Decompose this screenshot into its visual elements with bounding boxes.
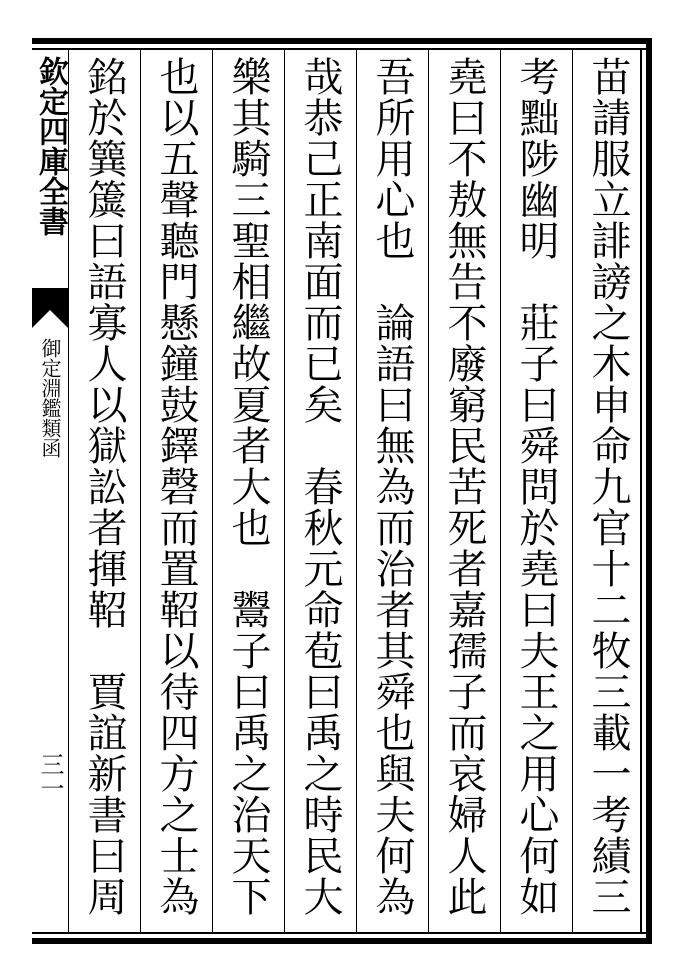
- frame-inner-top-line: [32, 48, 646, 50]
- frame-inner-right-line: [640, 48, 642, 934]
- column-divider: [68, 50, 69, 932]
- margin-book-title: 欽定四庫全書: [33, 56, 68, 236]
- column-divider: [428, 50, 429, 932]
- text-column-6: 樂其騎三聖相繼故夏者大也 鬻子曰禹之治天下: [225, 56, 271, 917]
- text-column-1: 苗請服立誹謗之木申命九官十二牧三載一考績三: [585, 56, 631, 917]
- text-column-8: 銘於簨簴曰語寡人以獄訟者揮鞀 賈誼新書曰周: [81, 56, 127, 917]
- column-divider: [500, 50, 501, 932]
- column-divider: [356, 50, 357, 932]
- text-column-5: 哉恭己正南面而已矣 春秋元命苞曰禹之時民大: [297, 56, 343, 917]
- frame-inner-bottom-line: [32, 932, 646, 934]
- column-divider: [572, 50, 573, 932]
- column-divider: [212, 50, 213, 932]
- text-column-7: 也以五聲聽門懸鐘鼓鐸磬而置鞀以待四方之士為: [153, 56, 199, 917]
- text-column-4: 吾所用心也 論語曰無為而治者其舜也與夫何為: [369, 56, 415, 917]
- column-divider: [140, 50, 141, 932]
- column-divider: [284, 50, 285, 932]
- text-column-3: 堯曰不敖無告不廢窮民苦死者嘉孺子而哀婦人此: [441, 56, 487, 917]
- fishtail-mark-icon: [32, 288, 68, 328]
- text-column-2: 考黜陟幽明 莊子曰舜問於堯曰夫王之用心何如: [513, 56, 559, 917]
- margin-page-number: 三一: [36, 752, 64, 800]
- margin-subtitle: 御定淵鑑類函: [38, 338, 62, 458]
